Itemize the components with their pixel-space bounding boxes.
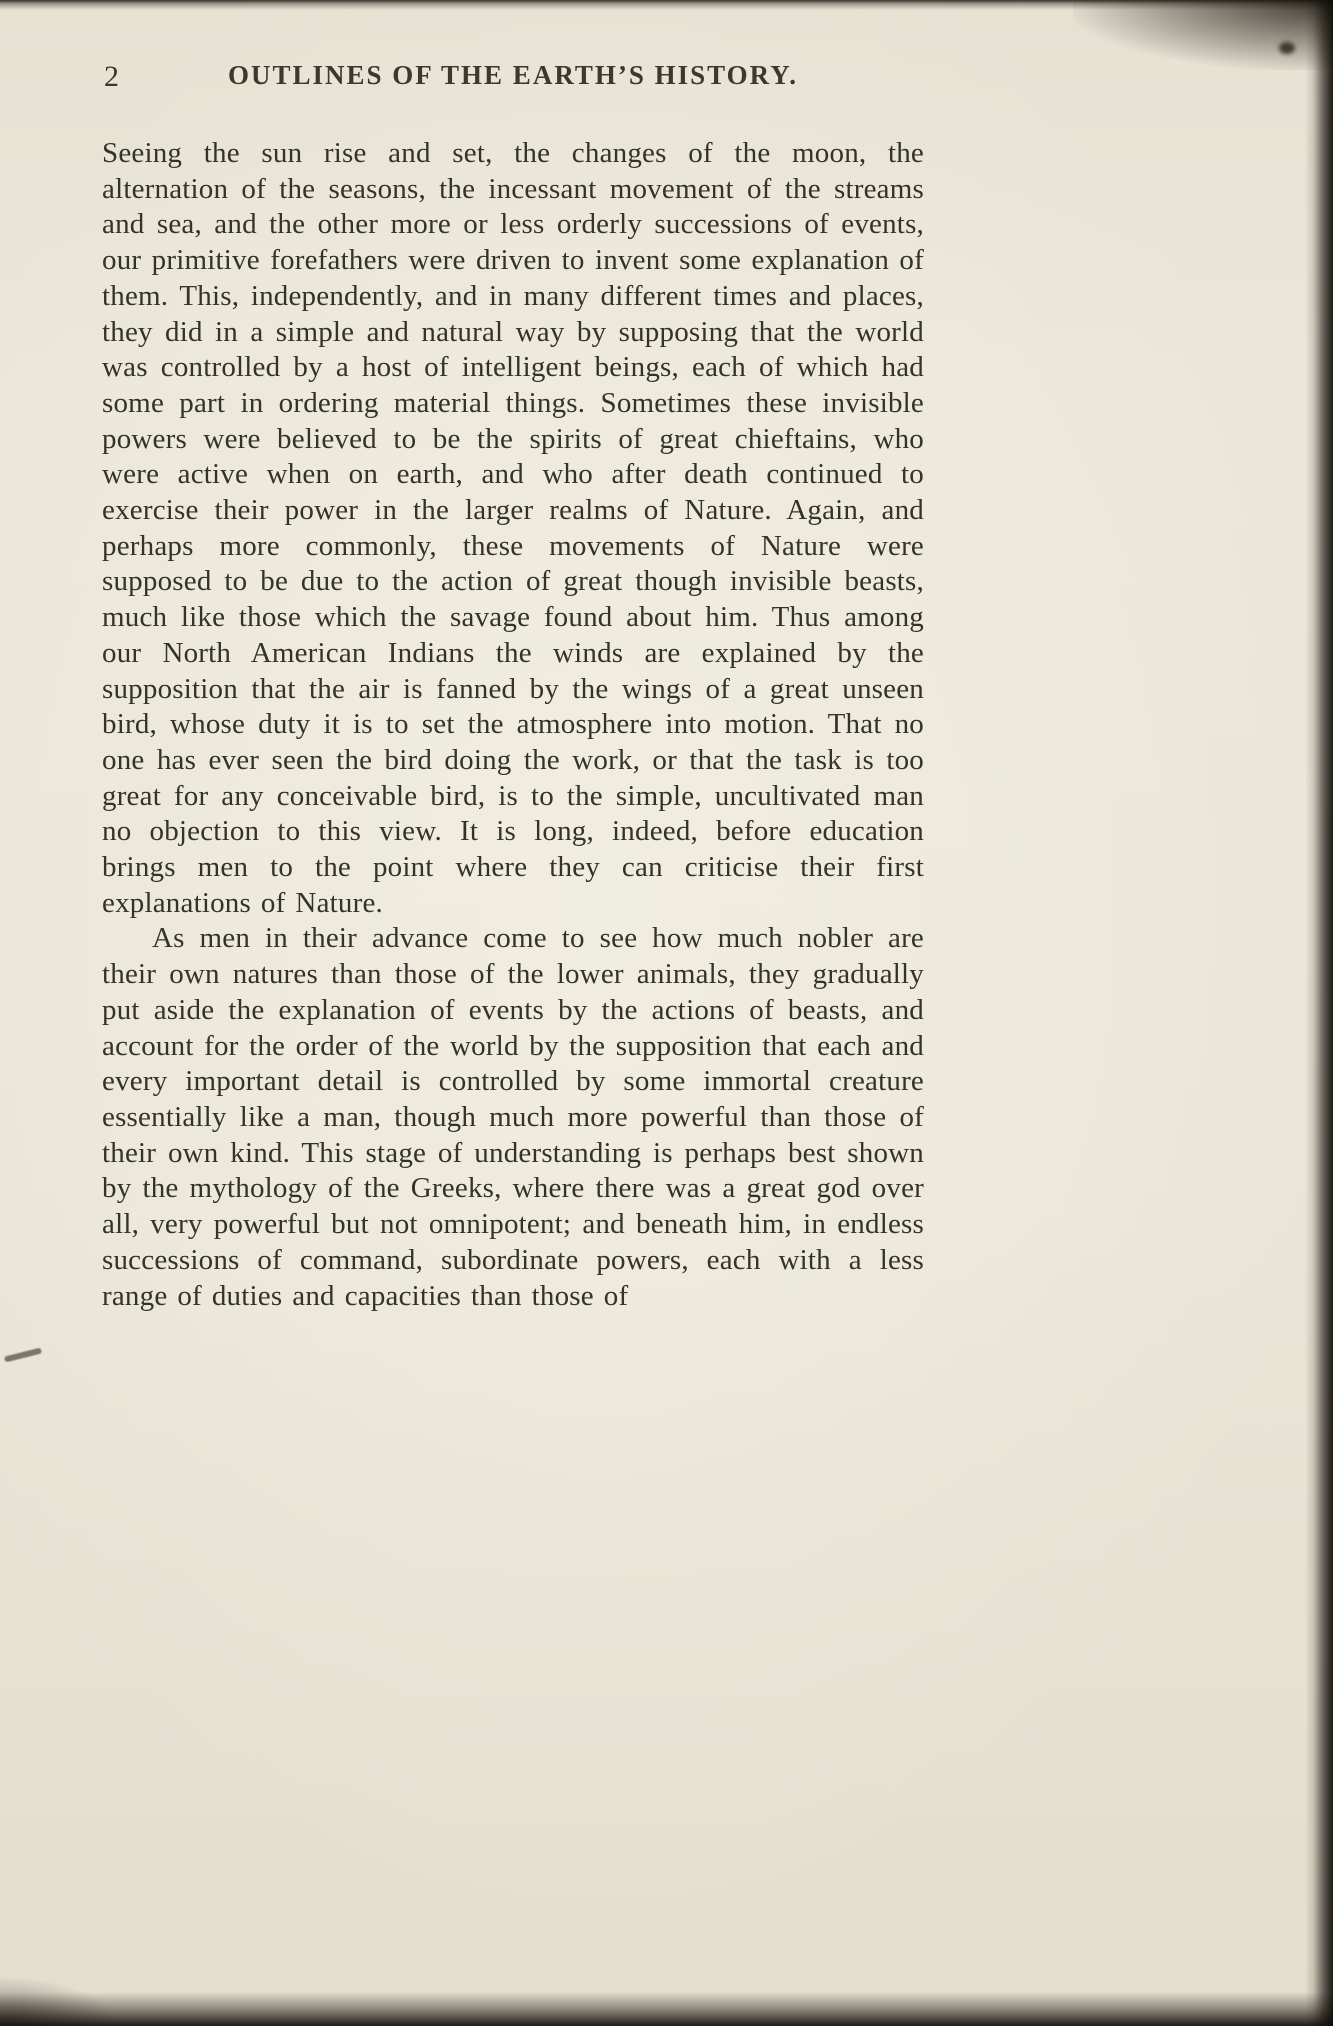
scan-spot-top-right — [1279, 42, 1295, 54]
scan-corner-bottom-left — [0, 1976, 120, 2026]
running-header: OUTLINES OF THE EARTH’S HISTORY. — [227, 60, 798, 90]
pencil-mark — [4, 1347, 42, 1362]
scan-edge-bottom — [0, 1992, 1333, 2026]
page-header — [102, 56, 924, 100]
scan-edge-right — [1305, 0, 1333, 2026]
page-number: 2 — [104, 60, 119, 93]
paragraph-2: As men in their advance come to see how much nobler are their own natures than those of the lower animals, they gradually put aside the explanation of events by the actions of beasts, and account for the order of the world by the supposition that each and every important detail is controlled by some immortal creature essentially like a man, though much more powerful than those of their own kind. This stage of understanding is perhaps best shown by the mythology of the Greeks, where there was a great god over all, very powerful but not omnipotent; and beneath him, in endless successions of command, subordinate powers, each with a less range of duties and capacities than those of — [102, 922, 924, 1312]
scan-corner-top-right — [1073, 0, 1333, 70]
page-body — [102, 136, 924, 1314]
page-content — [102, 56, 924, 1314]
paragraph-1: Seeing the sun rise and set, the changes of the moon, the alternation of the seasons, the incessant movement of the streams and sea, and the other more or less orderly successions of events, our primitive forefathers were driven to invent some explanation of them. This, independently, and in many different times and places, they did in a simple and natural way by supposing that the world was controlled by a host of intelligent beings, each of which had some part in ordering material things. Sometimes these invisible powers were believed to be the spirits of great chieftains, who were active when on earth, and who after death continued to exercise their power in the larger realms of Nature. Again, and perhaps more commonly, these movements of Nature were supposed to be due to the action of great though invisible beasts, much like those which the savage found about him. Thus among our North American Indians the winds are explained by the supposition that the air is fanned by the wings of a great unseen bird, whose duty it is to set the atmosphere into motion. That no one has ever seen the bird doing the work, or that the task is too great for any conceivable bird, is to the simple, uncultivated man no objection to this view. It is long, indeed, before education brings men to the point where they can criticise their first explanations of Nature. — [102, 137, 924, 919]
